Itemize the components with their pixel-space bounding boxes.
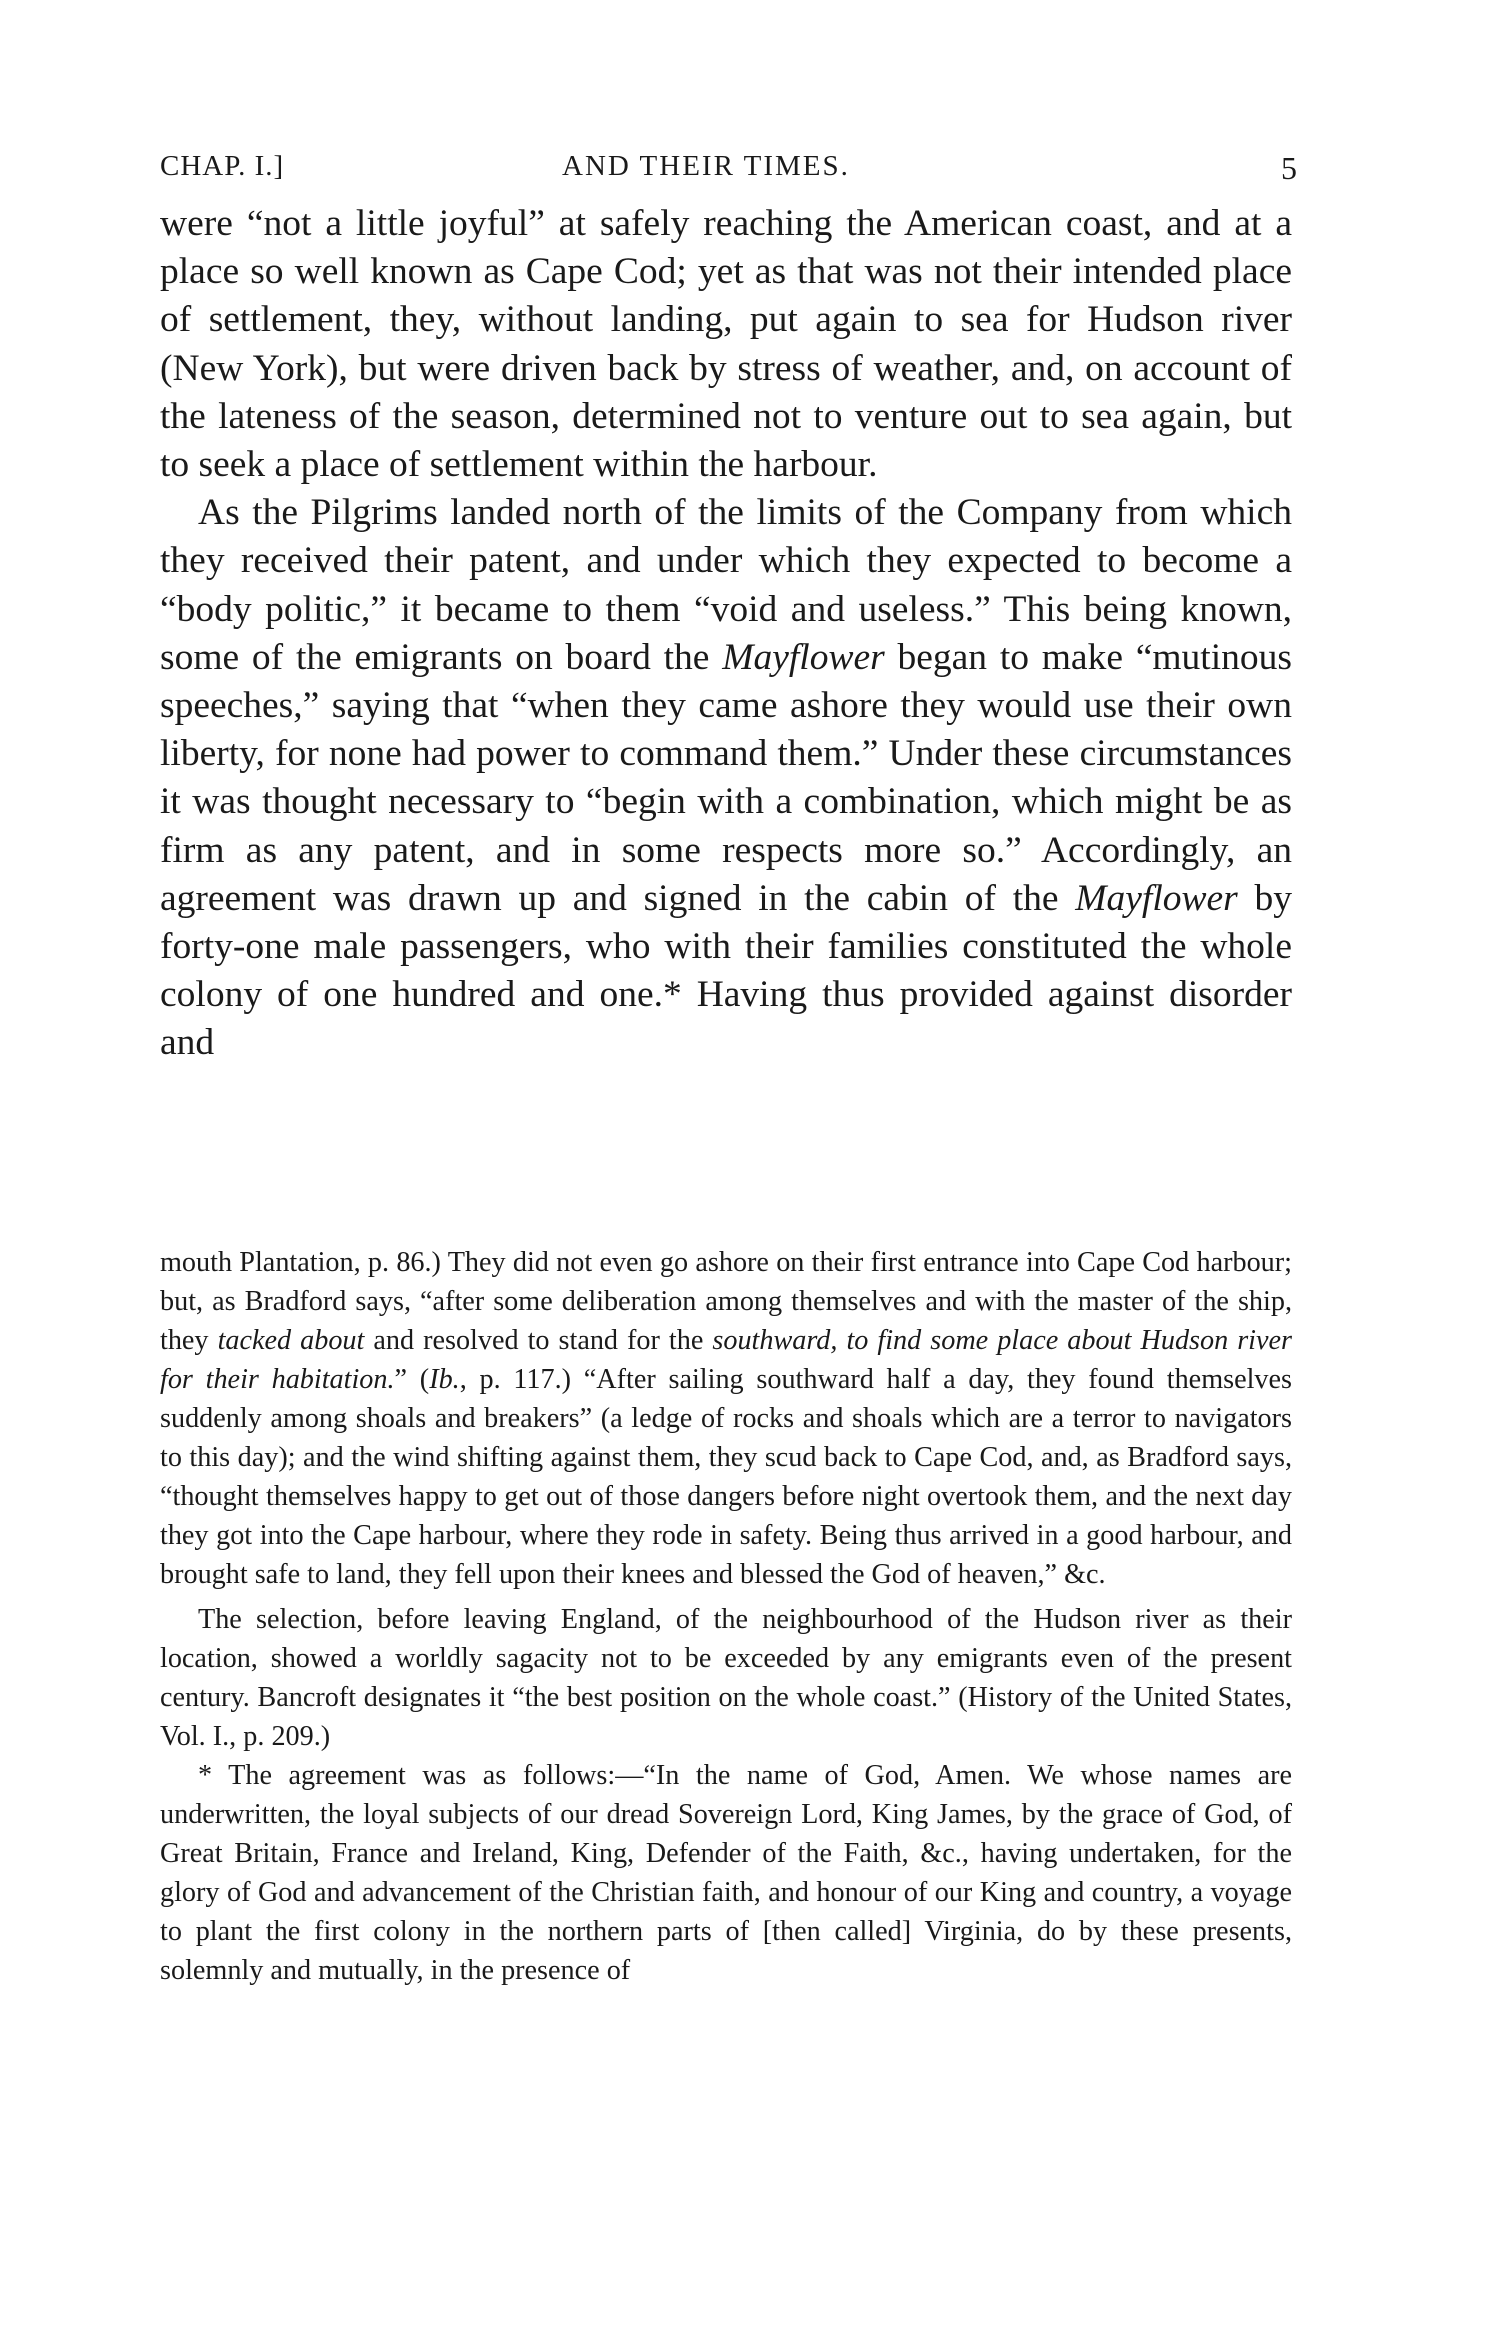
footnote-1-italic-1: tacked about [217,1325,365,1356]
footnote-1-part-d: , p. 117.) “After sailing southward half a day, they found themselves suddenly among shoals and breakers” (a ledge of rocks and shoals which are a terror to navigators to this day); and the wind shifting against them, they scud back to Cape Cod, and, as Bradford says, “thought themselves happy to get out of those dangers before night overtook them, and the next day they got into the Cape harbour, where they rode in safety. Being thus arrived in a good harbour, and brought safe to land, they fell upon their knees and blessed the God of heaven,” &c. [160,1364,1293,1590]
chapter-label: CHAP. I.] [160,150,285,182]
paragraph-2 [160,489,1292,1067]
footnote-1-part-b: and resolved to stand for the [364,1325,713,1356]
ship-name-1: Mayflower [722,636,885,678]
footnote-1-part-a: mouth Plantation, p. 86.) They did not even go ashore on their first entrance into Cape Cod harbour; but, as Bradford says, “after some deliberation among themselves and with the master of the ship, they [160,1247,1292,1356]
footnote-continued [160,1243,1292,1594]
page-number: 5 [1281,150,1298,186]
paragraph-2-part-c: by forty-one male passengers, who with their families constituted the whole colony of one hundred and one.* Having thus provided against disorder and [160,877,1293,1064]
paragraph-2-part-b: began to make “mutinous speeches,” saying that “when they came ashore they would use their own liberty, for none had power to command them.” Under these circumstances it was thought necessary to “begin with a combination, which might be as firm as any patent, and in some respects more so.” Accordingly, an agreement was drawn up and signed in the cabin of the [160,636,1292,919]
footnote-agreement: * The agreement was as follows:—“In the name of God, Amen. We whose names are underwritten, the loyal subjects of our dread Sovereign Lord, King James, by the grace of God, of Great Britain, France and Ireland, King, Defender of the Faith, &c., having undertaken, for the glory of God and advancement of the Christian faith, and honour of our King and country, a voyage to plant the first colony in the northern parts of [then called] Virginia, do by these presents, solemnly and mutually, in the presence of [160,1760,1292,1986]
ship-name-2: Mayflower [1075,877,1238,919]
main-text [160,200,1292,1068]
footnotes [160,1243,1292,1990]
paragraph-1: were “not a little joyful” at safely reaching the American coast, and at a place so well known as Cape Cod; yet as that was not their intended place of settlement, they, without landing, put again to sea for Hudson river (New York), but were driven back by stress of weather, and, on account of the lateness of the season, determined not to venture out to sea again, but to seek a place of settlement within the harbour. [160,203,1292,486]
footnote-1-part-c: ” ( [394,1364,430,1395]
running-title: AND THEIR TIMES. [562,150,850,182]
paragraph-2-part-a: As the Pilgrims landed north of the limits of the Company from which they received their patent, and under which they expected to become a “body politic,” it became to them “void and useless.” This being known, some of the emigrants on board the [160,492,1292,678]
running-header [160,150,1300,190]
footnote-1-italic-2: southward, to find some place about Hudson river for their habitation. [160,1325,1292,1395]
footnote-2: The selection, before leaving England, of the neighbourhood of the Hudson river as their location, showed a worldly sagacity not to be exceeded by any emigrants even of the present century. Bancroft designates it “the best position on the whole coast.” (History of the United States, Vol. I., p. 209.) [160,1604,1292,1752]
footnote-1-ibid: Ib. [429,1364,460,1395]
